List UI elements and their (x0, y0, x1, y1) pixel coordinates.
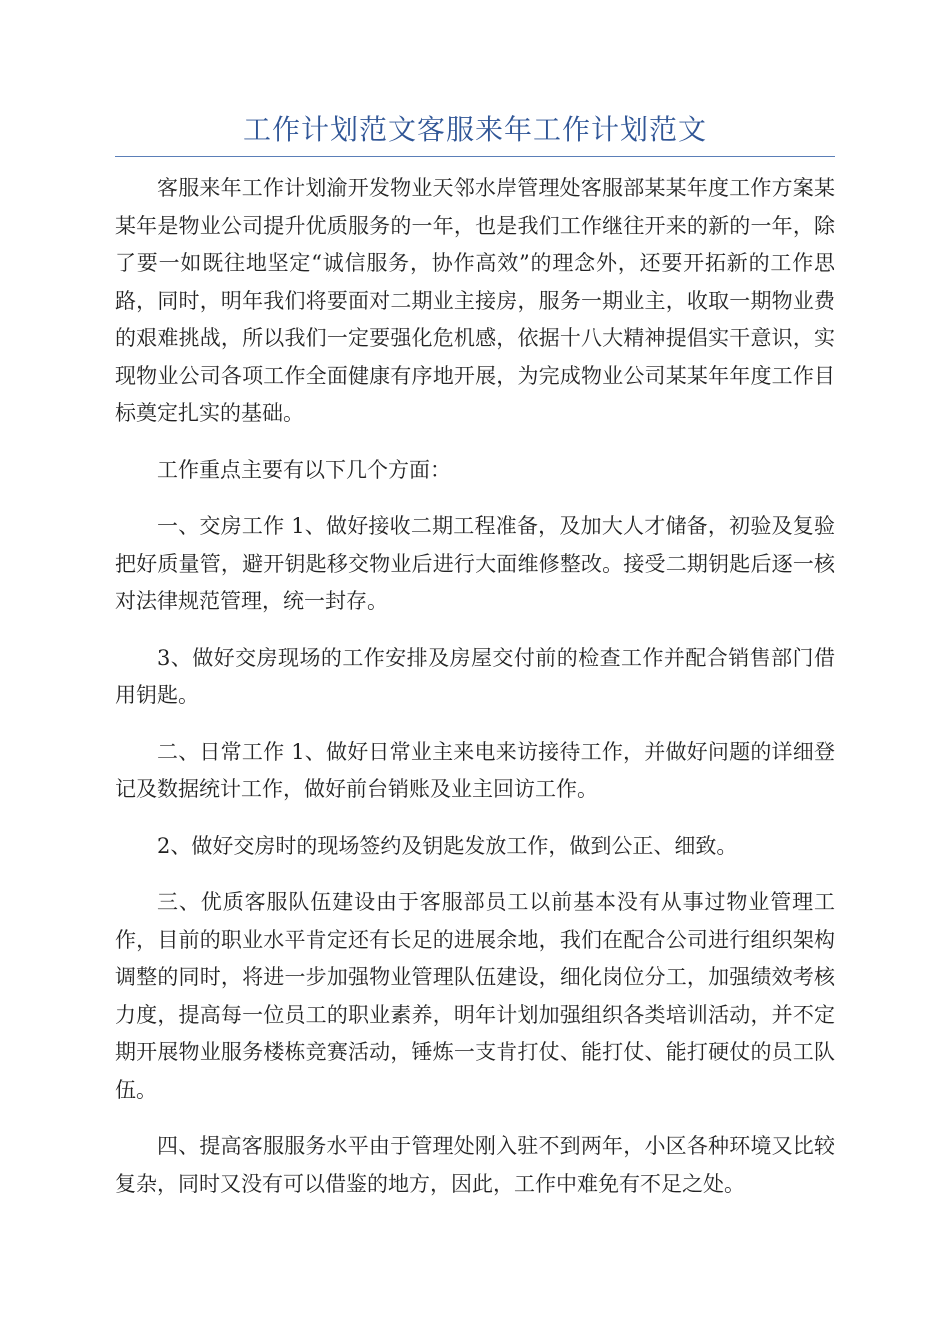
document-body (115, 170, 835, 1222)
paragraph-daily-work: 二、日常工作 1、做好日常业主来电来访接待工作，并做好问题的详细登记及数据统计工作，做好前台销账及业主回访工作。 (115, 739, 835, 801)
paragraph-handover-item-3: 3、做好交房现场的工作安排及房屋交付前的检查工作并配合销售部门借用钥匙。 (115, 645, 835, 707)
paragraph-intro: 客服来年工作计划渝开发物业天邻水岸管理处客服部某某年度工作方案某某年是物业公司提升优质服务的一年，也是我们工作继往开来的新的一年，除了要一如既往地坚定“诚信服务，协作高效”的理念外，还要开拓新的工作思路，同时，明年我们将要面对二期业主接房，服务一期业主，收取一期物业费的艰难挑战，所以我们一定要强化危机感，依据十八大精神提倡实干意识，实现物业公司各项工作全面健康有序地开展，为完成物业公司某某年年度工作目标奠定扎实的基础。 (115, 176, 835, 425)
paragraph-daily-item-2: 2、做好交房时的现场签约及钥匙发放工作，做到公正、细致。 (157, 833, 738, 858)
paragraph-focus-heading: 工作重点主要有以下几个方面： (157, 457, 451, 482)
title-area (115, 108, 835, 157)
paragraph-team-building: 三、优质客服队伍建设由于客服部员工以前基本没有从事过物业管理工作，目前的职业水平肯定还有长足的进展余地，我们在配合公司进行组织架构调整的同时，将进一步加强物业管理队伍建设，细化岗位分工，加强绩效考核力度，提高每一位员工的职业素养，明年计划加强组织各类培训活动，并不定期开展物业服务楼栋竞赛活动，锤炼一支肯打仗、能打仗、能打硬仗的员工队伍。 (115, 890, 835, 1102)
paragraph-service-level: 四、提高客服服务水平由于管理处刚入驻不到两年，小区各种环境又比较复杂，同时又没有可以借鉴的地方，因此，工作中难免有不足之处。 (115, 1134, 835, 1196)
paragraph-handover-work: 一、交房工作 1、做好接收二期工程准备，及加大人才储备，初验及复验把好质量管，避开钥匙移交物业后进行大面维修整改。接受二期钥匙后逐一核对法律规范管理，统一封存。 (115, 514, 835, 613)
page-title: 工作计划范文客服来年工作计划范文 (242, 113, 707, 146)
